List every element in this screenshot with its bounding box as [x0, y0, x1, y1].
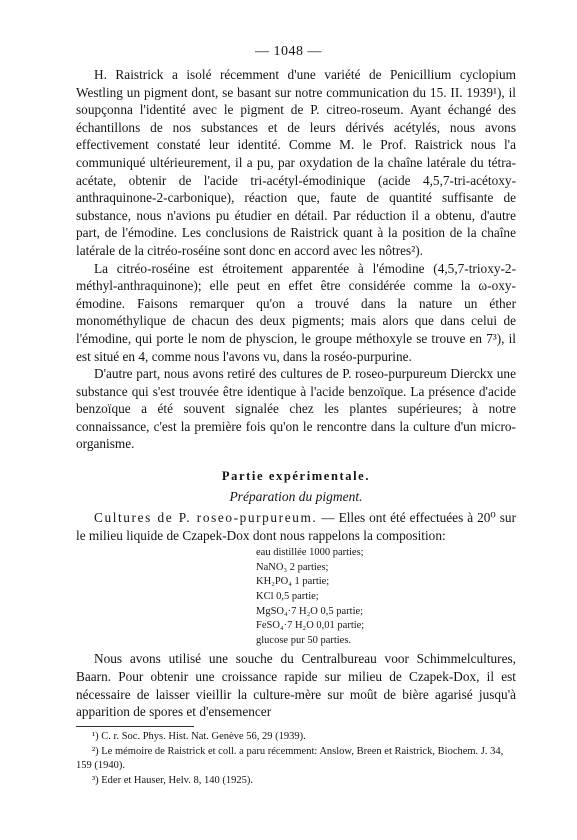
footnote-1: ¹) C. r. Soc. Phys. Hist. Nat. Genève 56, 29 (1939). [92, 731, 306, 742]
composition-item: FeSO₄·7 H₂O 0,01 partie; [256, 620, 365, 632]
composition-item: MgSO₄·7 H₂O 0,5 partie; [256, 605, 364, 617]
composition-list [256, 546, 516, 648]
paragraph-5: Nous avons utilisé une souche du Centralbureau voor Schimmelcultures, Baarn. Pour obtenir une croissance rapide sur milieu de Czapek-Dox, il est nécessaire de laisser vieillir la culture-mère sur moût de bière agarisé jusqu'à apparition de spores et d'ensemencer [76, 651, 516, 720]
section-title: Partie expérimentale. [221, 469, 371, 484]
page-number: — 1048 — [255, 44, 322, 59]
paragraph-4 [76, 509, 516, 544]
footnotes [76, 730, 516, 788]
footnote-3: ³) Eder et Hauser, Helv. 8, 140 (1925). [92, 774, 253, 786]
composition-item: NaNO₃ 2 parties; [256, 561, 329, 573]
subsection-title: Préparation du pigment. [229, 489, 363, 505]
composition-item: glucose pur 50 parties. [256, 634, 352, 646]
paragraph-1: H. Raistrick a isolé récemment d'une variété de Penicillium cyclopium Westling un pigment dont, se basant sur notre communication du 15. II. 1939¹), il soupçonna l'identité avec le pigment de P. citreo-roseum. Ayant échangé des échantillons de nos substances et de leurs dérivés acétylés, nous avons effectivement constaté leur identité. Comme M. le Prof. Raistrick nous l'a communiqué ultérieurement, il a pu, par oxydation de la chaîne latérale du tétra-acétate, obtenir de l'acide tri-acétyl-émodinique (acide 4,5,7-tri-acétoxy-anthraquinone-2-carbonique), réaction que, faute de quantité suffisante de substance, nous n'avions pu étudier en détail. Par réduction il a obtenu, d'autre part, de l'émodine. Les conclusions de Raistrick quant à la position de la chaîne latérale de la citréo-roséine sont donc en accord avec les nôtres²). [76, 67, 516, 258]
paragraph-2: La citréo-roséine est étroitement apparentée à l'émodine (4,5,7-trioxy-2-méthyl-anthraquinone); elle peut en effet être considérée comme la ω-oxy-émodine. Faisons remarquer qu'on a trouvé dans la nature un éther monométhylique de chacun des deux pigments; mais alors que dans celui de l'émodine, qui porte le nom de physcion, le groupe méthoxyle se trouve en 7³), il est situé en 4, comme nous l'avons vu, dans la roséo-purpurine. [76, 260, 516, 364]
paragraph-4-lead: Cultures de P. roseo-purpureum. [94, 510, 318, 526]
main-text [76, 66, 516, 721]
composition-item: KCl 0,5 partie; [256, 591, 319, 603]
paragraph-3: D'autre part, nous avons retiré des cultures de P. roseo-purpureum Dierckx une substance qui s'est trouvée être identique à l'acide benzoïque. La présence d'acide benzoïque a été souvent signalée chez les plantes supérieures; à notre connaissance, c'est la première fois qu'on le rencontre dans la culture d'un micro-organisme. [76, 366, 516, 452]
composition-item: eau distillée 1000 parties; [256, 547, 364, 559]
footnote-2: ²) Le mémoire de Raistrick et coll. a paru récemment: Anslow, Breen et Raistrick, Biochem. J. 34, 159 (1940). [76, 745, 504, 772]
footnote-divider [76, 726, 194, 727]
paragraph-4-rest: — Elles ont été effectuées à 20⁰ sur le milieu liquide de Czapek-Dox dont nous rappelons la composition: [76, 510, 516, 543]
composition-item: KH₂PO₄ 1 partie; [256, 576, 330, 588]
